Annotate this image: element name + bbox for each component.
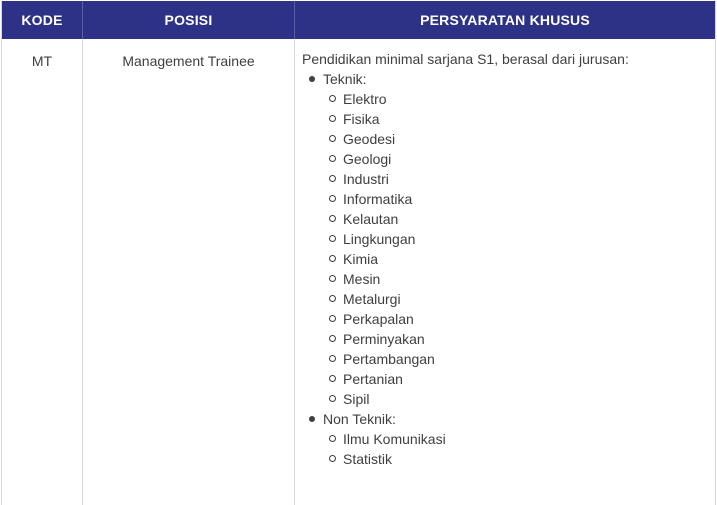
- major-list: [323, 429, 712, 469]
- major-list: [323, 89, 712, 409]
- major-item: Lingkungan: [329, 229, 712, 249]
- major-item: Industri: [329, 169, 712, 189]
- major-item: Geodesi: [329, 129, 712, 149]
- header-divider: [82, 1, 83, 39]
- major-item: Fisika: [329, 109, 712, 129]
- cell-posisi: Management Trainee: [122, 53, 255, 69]
- column-divider: [82, 1, 83, 505]
- major-group-list: [302, 69, 712, 469]
- header-posisi: POSISI: [164, 12, 213, 28]
- major-item: Geologi: [329, 149, 712, 169]
- major-item: Informatika: [329, 189, 712, 209]
- major-item: Perminyakan: [329, 329, 712, 349]
- major-item: Sipil: [329, 389, 712, 409]
- major-item: Mesin: [329, 269, 712, 289]
- major-item: Metalurgi: [329, 289, 712, 309]
- major-item: Kimia: [329, 249, 712, 269]
- major-item: Pertanian: [329, 369, 712, 389]
- header-persyaratan: PERSYARATAN KHUSUS: [420, 12, 590, 28]
- cell-kode: MT: [31, 53, 53, 69]
- major-item: Perkapalan: [329, 309, 712, 329]
- major-group-label: Non Teknik:: [323, 411, 396, 427]
- major-item: Statistik: [329, 449, 712, 469]
- requirement-intro: Pendidikan minimal sarjana S1, berasal dari jurusan:: [302, 51, 629, 67]
- header-divider: [294, 1, 295, 39]
- table-header: [2, 1, 715, 39]
- major-group-label: Teknik:: [323, 71, 367, 87]
- header-kode: KODE: [21, 12, 63, 28]
- major-item: Elektro: [329, 89, 712, 109]
- major-item: Pertambangan: [329, 349, 712, 369]
- major-item: Kelautan: [329, 209, 712, 229]
- major-group: [309, 69, 712, 409]
- major-item: Ilmu Komunikasi: [329, 429, 712, 449]
- column-divider: [294, 1, 295, 505]
- major-group: [309, 409, 712, 469]
- cell-persyaratan: [302, 49, 712, 469]
- requirements-table: [1, 1, 716, 505]
